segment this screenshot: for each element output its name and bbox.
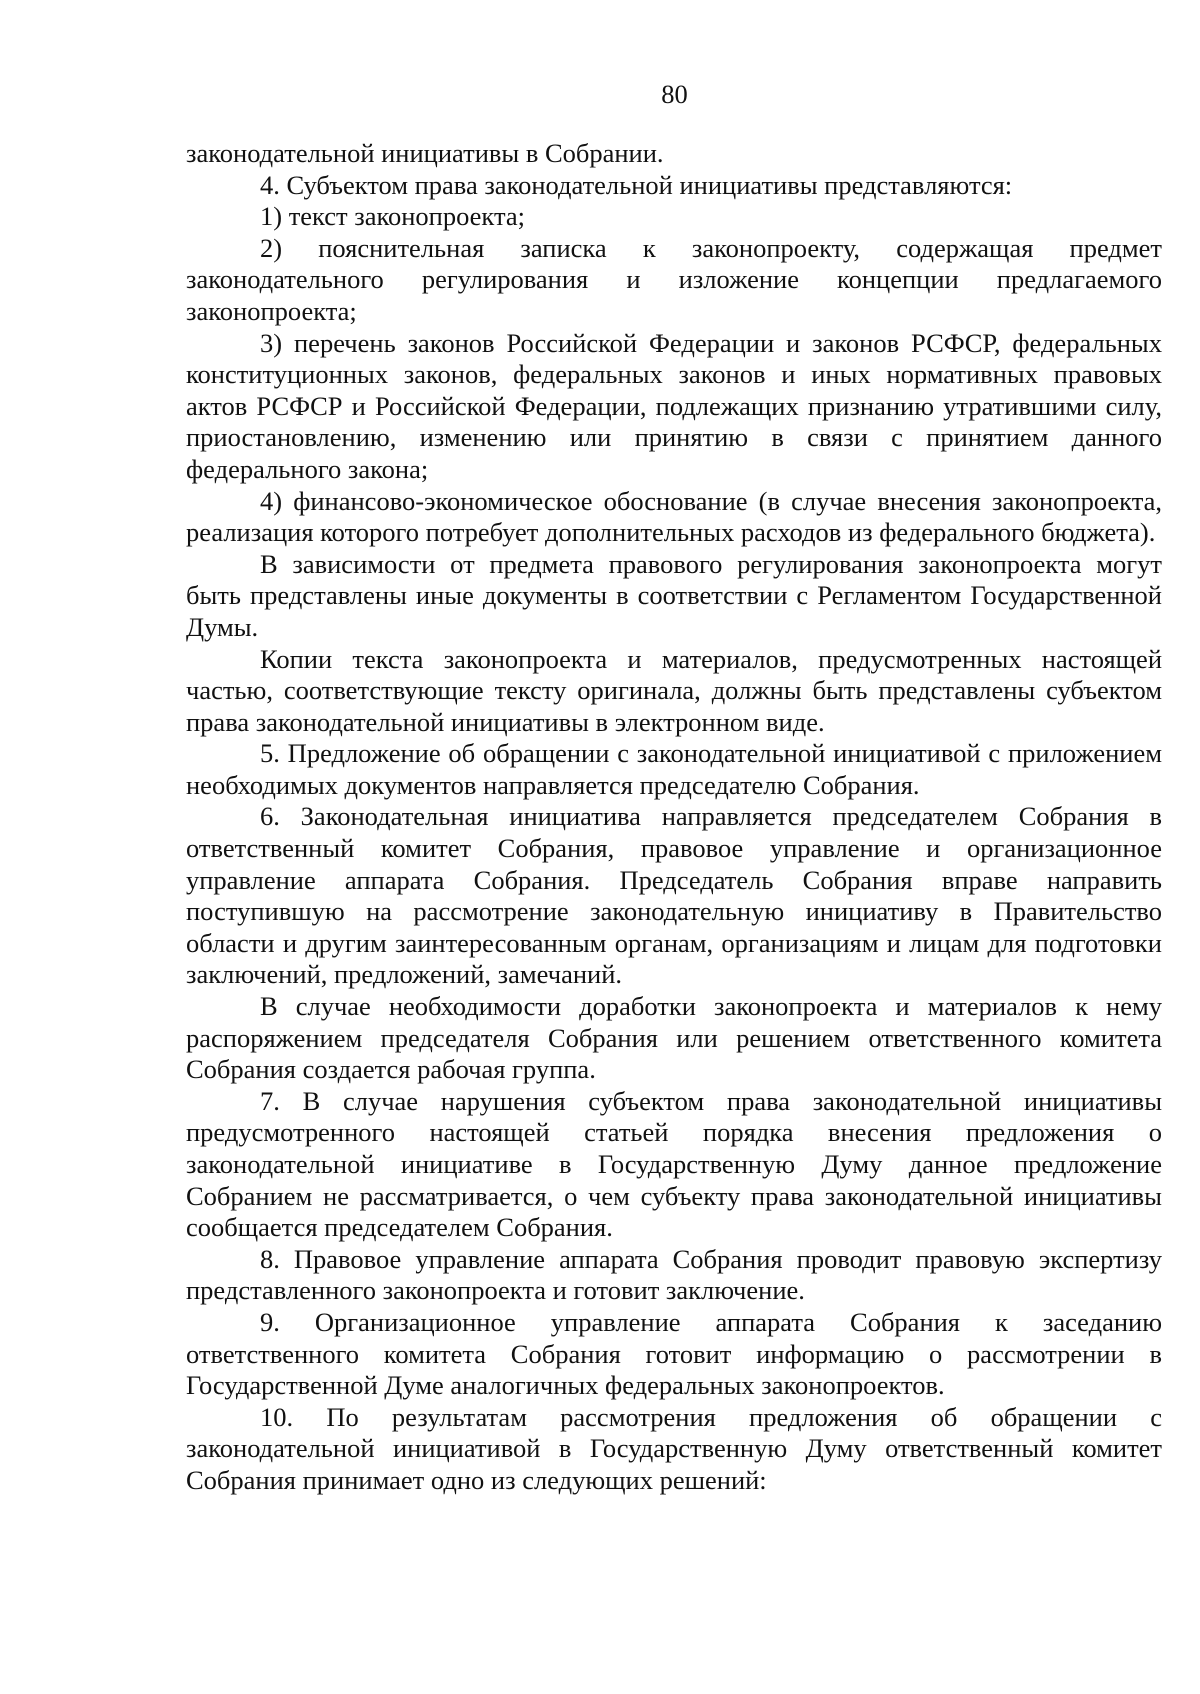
paragraph-subitem-2: 2) пояснительная записка к законопроекту, содержащая предмет законодательного регулирования и изложение концепции предлагаемого законопроекта; [186, 232, 1162, 326]
paragraph-item-4: 4. Субъектом права законодательной инициативы представляются: [260, 169, 1013, 200]
paragraph-working-group: В случае необходимости доработки законопроекта и материалов к нему распоряжением председателя Собрания или решением ответственного комитета Собрания создается рабочая группа. [186, 991, 1162, 1085]
paragraph-subitem-3: 3) перечень законов Российской Федерации и законов РСФСР, федеральных конституционных законов, федеральных законов и иных нормативных правовых актов РСФСР и Российской Федерации, подлежащих признанию утратившими силу, приостановлению, изменению или принятию в связи с принятием данного федерального закона; [186, 327, 1162, 484]
paragraph-item-5: 5. Предложение об обращении с законодательной инициативой с приложением необходимых документов направляется председателю Собрания. [186, 738, 1162, 800]
paragraph-subitem-4: 4) финансово-экономическое обоснование (в случае внесения законопроекта, реализация которого потребует дополнительных расходов из федерального бюджета). [186, 485, 1162, 548]
paragraph-subitem-1: 1) текст законопроекта; [260, 201, 525, 232]
document-body [186, 138, 1162, 1497]
paragraph-item-8: 8. Правовое управление аппарата Собрания проводит правовую экспертизу представленного законопроекта и готовит заключение. [186, 1243, 1162, 1306]
paragraph-continuation: законодательной инициативы в Собрании. [186, 138, 664, 168]
page-number: 80 [661, 79, 688, 109]
paragraph-item-10: 10. По результатам рассмотрения предложения об обращении с законодательной инициативой в Государственную Думу ответственный комитет Собрания принимает одно из следующих решений: [186, 1401, 1162, 1495]
paragraph-item-7: 7. В случае нарушения субъектом права законодательной инициативы предусмотренного настоящей статьей порядка внесения предложения о законодательной инициативе в Государственную Думу данное предложение Собранием не рассматривается, о чем субъекту права законодательной инициативы сообщается председателем Собрания. [186, 1085, 1162, 1243]
paragraph-other-documents: В зависимости от предмета правового регулирования законопроекта могут быть представлены иные документы в соответствии с Регламентом Государственной Думы. [186, 548, 1162, 642]
paragraph-item-9: 9. Организационное управление аппарата Собрания к заседанию ответственного комитета Собрания готовит информацию о рассмотрении в Государственной Думе аналогичных федеральных законопроектов. [186, 1306, 1162, 1401]
paragraph-item-6: 6. Законодательная инициатива направляется председателем Собрания в ответственный комитет Собрания, правовое управление и организационное управление аппарата Собрания. Председатель Собрания вправе направить поступившую на рассмотрение законодательную инициативу в Правительство области и другим заинтересованным органам, организациям и лицам для подготовки заключений, предложений, замечаний. [186, 801, 1162, 990]
paragraph-electronic-copies: Копии текста законопроекта и материалов, предусмотренных настоящей частью, соответствующие тексту оригинала, должны быть представлены субъектом права законодательной инициативы в электронном виде. [186, 643, 1162, 737]
